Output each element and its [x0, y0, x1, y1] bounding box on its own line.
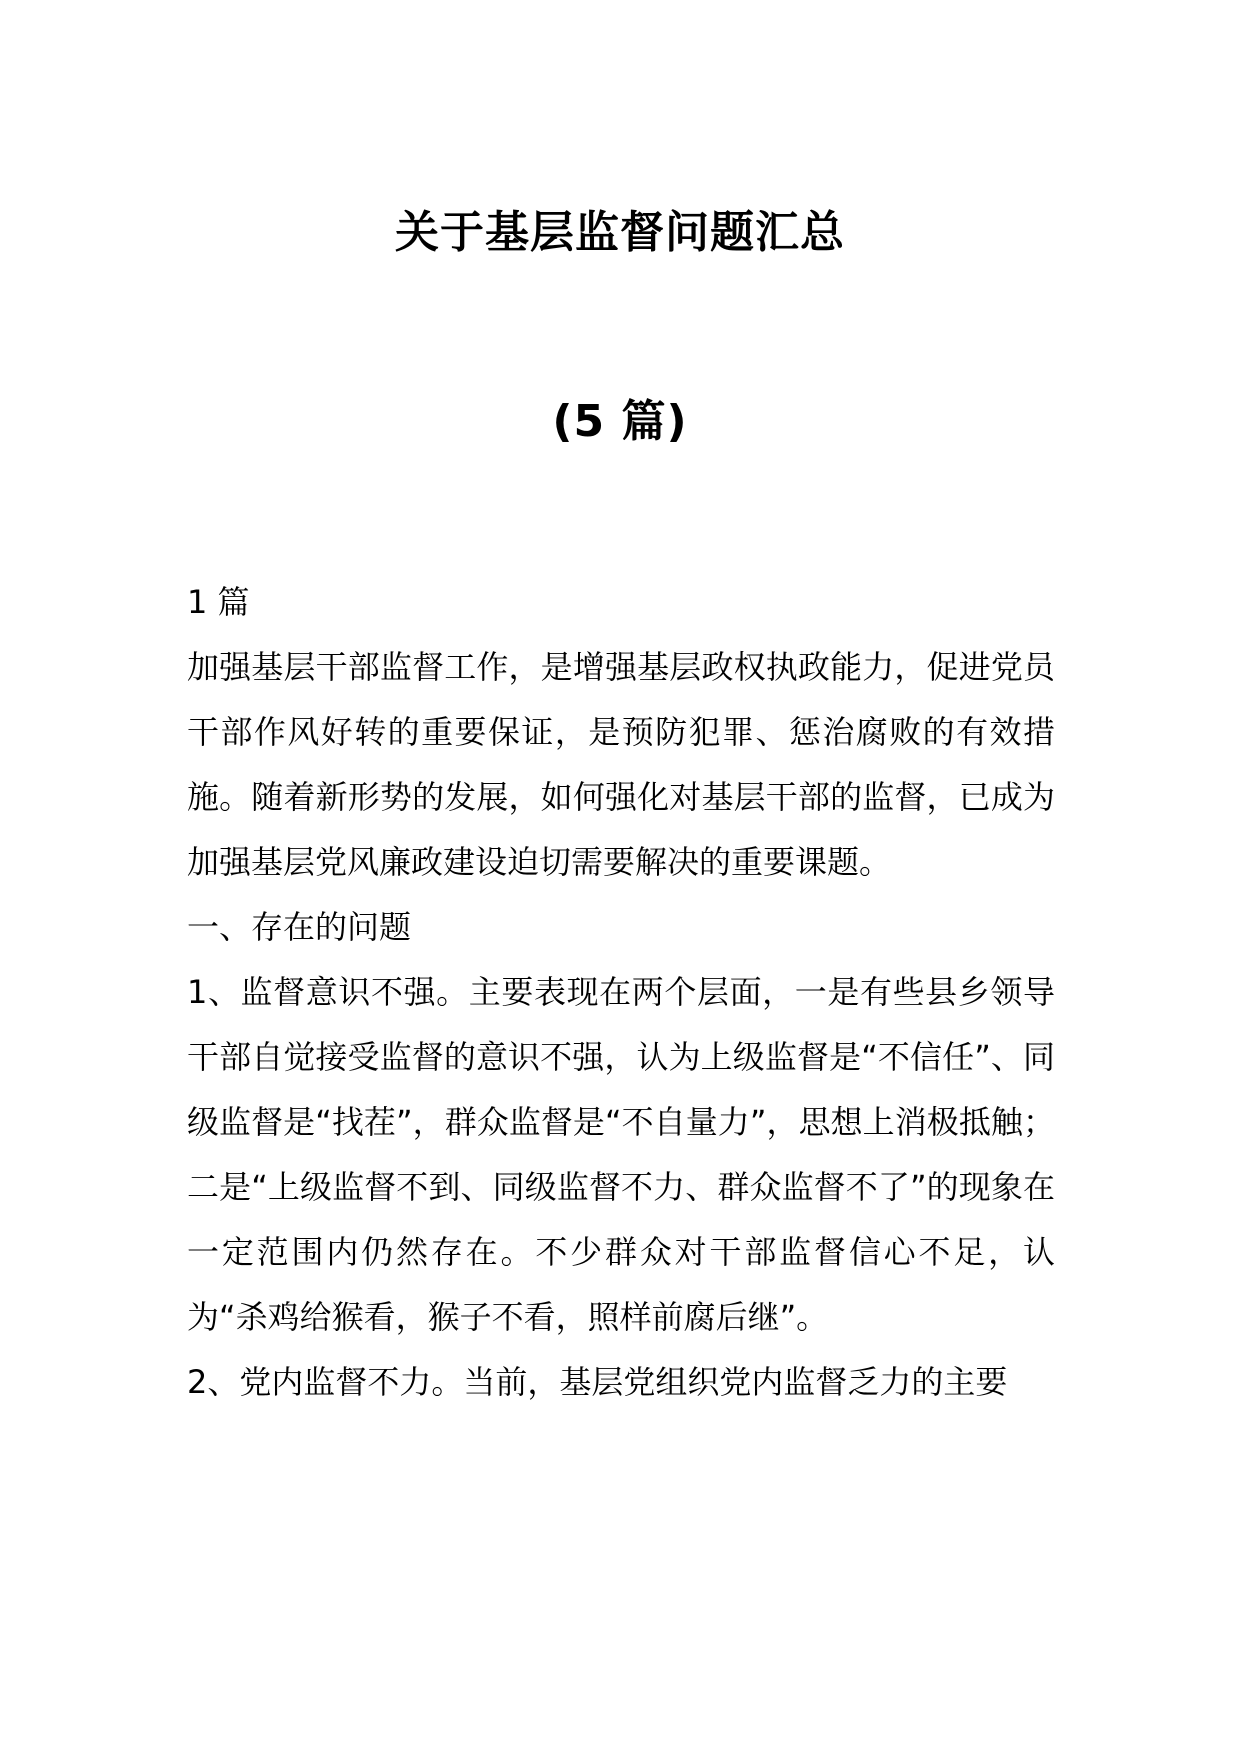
document-title: 关于基层监督问题汇总	[395, 207, 845, 258]
intro-paragraph: 加强基层干部监督工作，是增强基层政权执政能力，促进党员干部作风好转的重要保证，是预防犯罪、惩治腐败的有效措施。随着新形势的发展，如何强化对基层干部的监督，已成为加强基层党风廉政建设迫切需要解决的重要课题。	[187, 648, 1055, 881]
problem-paragraph-1: 1、监督意识不强。主要表现在两个层面，一是有些县乡领导干部自觉接受监督的意识不强，认为上级监督是“不信任”、同级监督是“找茬”，群众监督是“不自量力”，思想上消极抵触；二是“上级监督不到、同级监督不力、群众监督不了”的现象在一定范围内仍然存在。不少群众对干部监督信心不足，认为“杀鸡给猴看，猴子不看，照样前腐后继”。	[187, 973, 1055, 1336]
section-label: 1 篇	[187, 583, 250, 621]
problem-paragraph-2: 2、党内监督不力。当前，基层党组织党内监督乏力的主要	[187, 1363, 1008, 1401]
section-heading: 一、存在的问题	[187, 908, 412, 946]
document-body	[187, 570, 1055, 1415]
document-subtitle: (5 篇)	[552, 396, 688, 447]
